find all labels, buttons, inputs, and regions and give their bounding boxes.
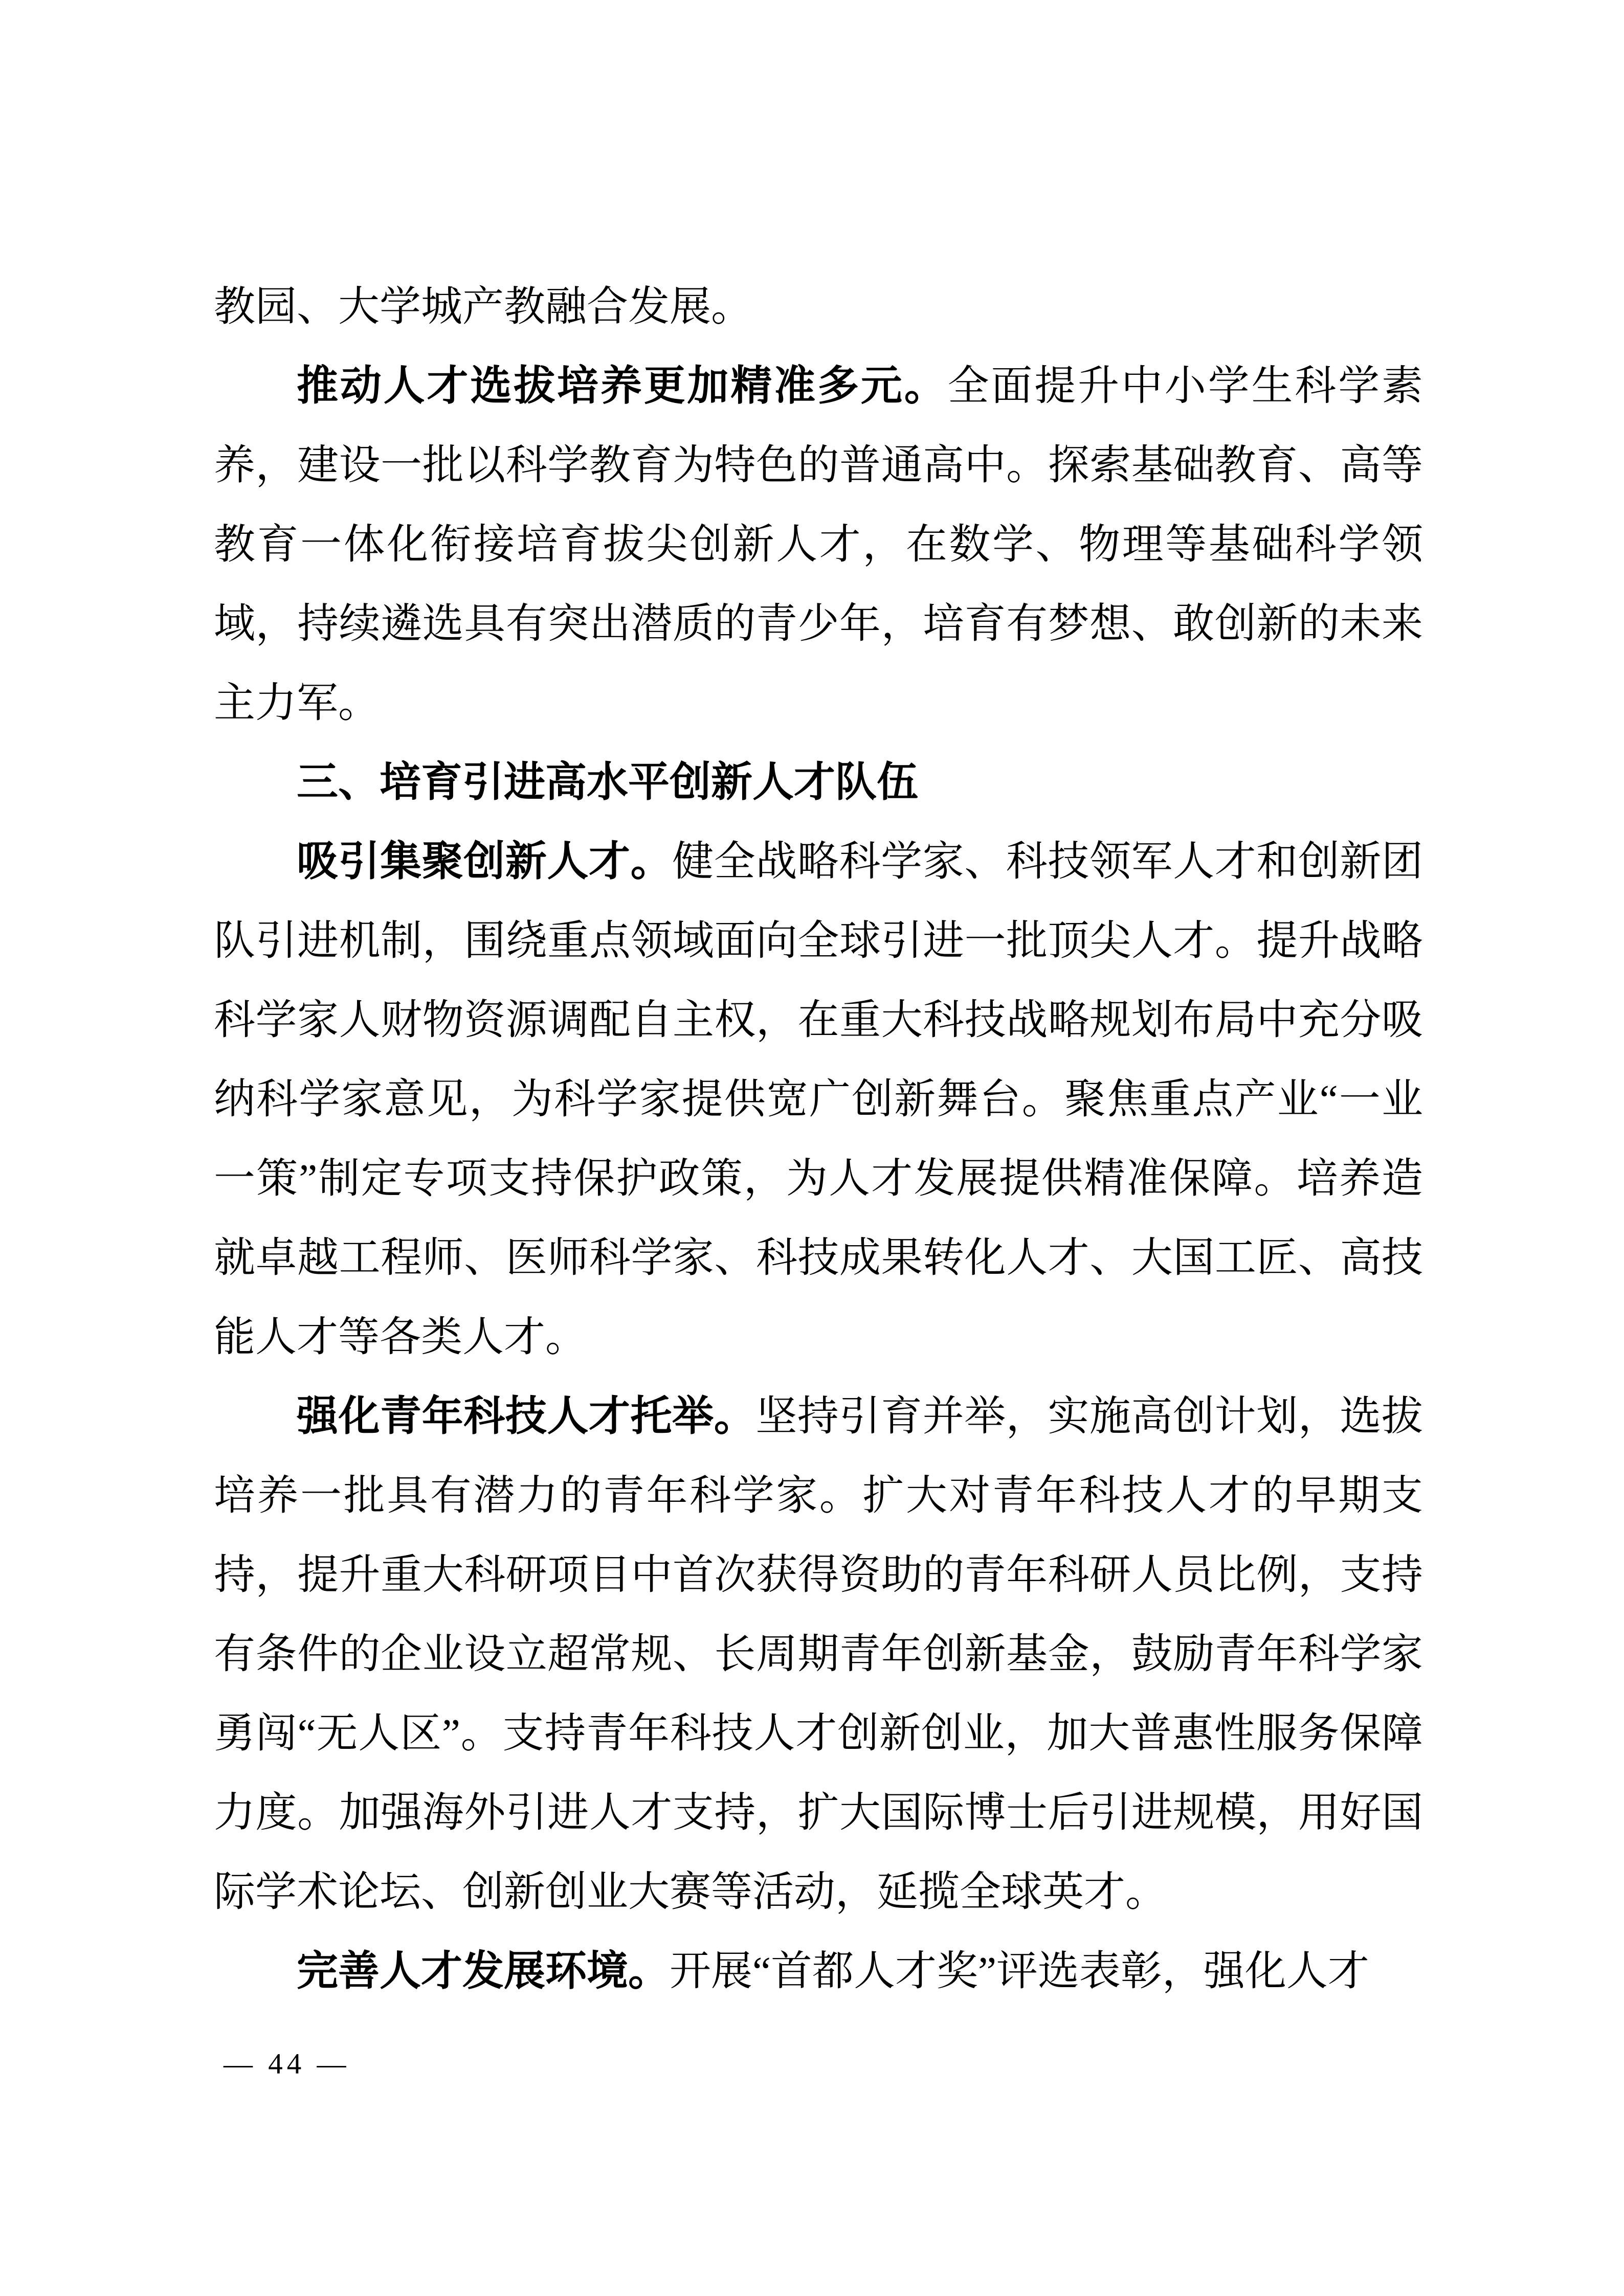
paragraph [214, 1377, 1423, 1932]
paragraph-text: 开展“首都人才奖”评选表彰，强化人才 [670, 1948, 1369, 1994]
paragraph-text: 全面提升中小学生科学素养，建设一批以科学教育为特色的普通高中。探索基础教育、高等教育一体化衔接培育拔尖创新人才，在数学、物理等基础科学领域，持续遴选具有突出潜质的青少年，培育有梦想、敢创新的未来主力军。 [214, 363, 1423, 726]
paragraph-lead: 强化青年科技人才托举。 [297, 1393, 756, 1439]
paragraph-lead: 完善人才发展环境。 [297, 1948, 670, 1994]
text-area [214, 267, 1423, 2011]
section-heading-text: 三、培育引进高水平创新人才队伍 [297, 759, 919, 805]
paragraph-text: 教园、大学城产教融合发展。 [214, 284, 753, 330]
paragraph [214, 347, 1423, 743]
paragraph-lead: 吸引集聚创新人才。 [297, 839, 673, 885]
page-number: — 44 — [224, 2048, 350, 2080]
paragraph [214, 822, 1423, 1377]
section-heading [214, 743, 1423, 822]
paragraph-lead: 推动人才选拔培养更加精准多元。 [297, 363, 948, 409]
paragraph-text: 坚持引育并举，实施高创计划，选拔培养一批具有潜力的青年科学家。扩大对青年科技人才的早期支持，提升重大科研项目中首次获得资助的青年科研人员比例，支持有条件的企业设立超常规、长周期青年创新基金，鼓励青年科学家勇闯“无人区”。支持青年科技人才创新创业，加大普惠性服务保障力度。加强海外引进人才支持，扩大国际博士后引进规模，用好国际学术论坛、创新创业大赛等活动，延揽全球英才。 [214, 1393, 1423, 1915]
paragraph-text: 健全战略科学家、科技领军人才和创新团队引进机制，围绕重点领域面向全球引进一批顶尖人才。提升战略科学家人财物资源调配自主权，在重大科技战略规划布局中充分吸纳科学家意见，为科学家提供宽广创新舞台。聚焦重点产业“一业一策”制定专项支持保护政策，为人才发展提供精准保障。培养造就卓越工程师、医师科学家、科技成果转化人才、大国工匠、高技能人才等各类人才。 [214, 839, 1423, 1360]
paragraph-continuation [214, 267, 1423, 347]
paragraph [214, 1932, 1423, 2011]
